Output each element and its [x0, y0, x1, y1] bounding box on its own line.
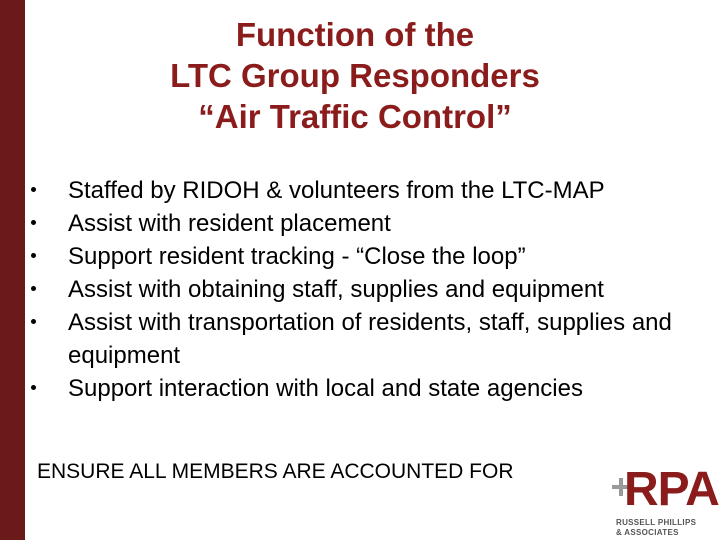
bullet-item [28, 207, 718, 240]
bullet-item [28, 240, 718, 273]
bullet-list [28, 174, 718, 405]
slide-title [25, 14, 685, 137]
bullet-text: Support interaction with local and state agencies [68, 375, 583, 402]
bullet-icon [31, 220, 36, 225]
logo-line-2: & ASSOCIATES [616, 528, 679, 537]
bullet-text: Support resident tracking - “Close the loop” [68, 243, 526, 270]
footer-text: ENSURE ALL MEMBERS ARE ACCOUNTED FOR [37, 460, 514, 483]
bullet-item [28, 174, 718, 207]
bullet-item [28, 372, 718, 405]
title-line-2: LTC Group Responders [170, 57, 540, 94]
bullet-text: Assist with obtaining staff, supplies and equipment [68, 276, 604, 303]
bullet-icon [31, 385, 36, 390]
logo-line-1: RUSSELL PHILLIPS [616, 518, 697, 527]
title-line-1: Function of the [235, 16, 475, 53]
bullet-icon [31, 319, 36, 324]
bullet-icon [31, 187, 36, 192]
bullet-item [28, 306, 718, 372]
logo-wordmark: RPA [624, 463, 719, 516]
bullet-text: Assist with transportation of residents, staff, supplies and equipment [68, 309, 672, 369]
bullet-icon [31, 286, 36, 291]
bullet-icon [31, 253, 36, 258]
rpa-logo [612, 463, 719, 537]
title-line-3: “Air Traffic Control” [198, 98, 512, 135]
bullet-text: Assist with resident placement [68, 210, 391, 237]
bullet-item [28, 273, 718, 306]
sidebar-bar [0, 0, 25, 540]
bullet-text: Staffed by RIDOH & volunteers from the LTC-MAP [68, 177, 605, 204]
